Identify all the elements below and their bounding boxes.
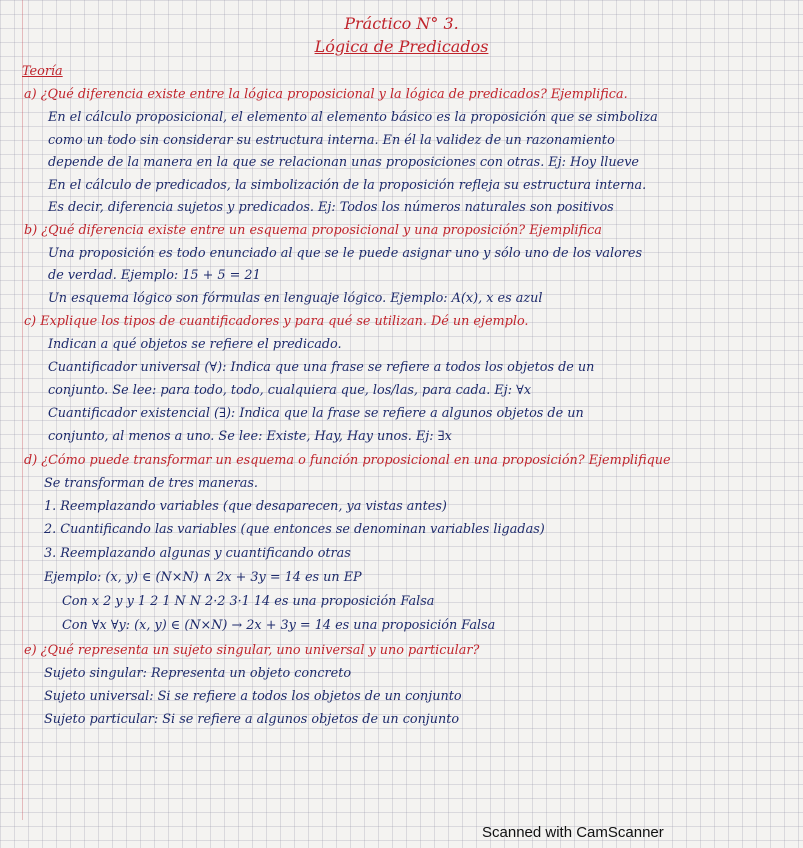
answer-d-line: Con ∀x ∀y: (x, y) ∈ (N×N) → 2x + 3y = 14 es una proposición Falsa <box>62 618 496 633</box>
answer-d-line: 3. Reemplazando algunas y cuantificando otras <box>44 546 351 561</box>
answer-b-line: Un esquema lógico son fórmulas en lenguaje lógico. Ejemplo: A(x), x es azul <box>48 291 543 306</box>
question-d: d) ¿Cómo puede transformar un esquema o función proposicional en una proposición? Ejemplifique <box>24 453 671 468</box>
answer-b-line: de verdad. Ejemplo: 15 + 5 = 21 <box>48 268 261 283</box>
answer-a-line: En el cálculo proposicional, el elemento al elemento básico es la proposición que se simboliza <box>48 110 658 125</box>
question-a: a) ¿Qué diferencia existe entre la lógica proposicional y la lógica de predicados? Ejemplifica. <box>24 87 628 102</box>
answer-e-line: Sujeto universal: Si se refiere a todos los objetos de un conjunto <box>44 689 462 704</box>
scanner-watermark: Scanned with CamScanner <box>482 824 664 841</box>
answer-c-line: conjunto. Se lee: para todo, todo, cualquiera que, los/las, para cada. Ej: ∀x <box>48 383 532 398</box>
answer-c-line: conjunto, al menos a uno. Se lee: Existe, Hay, Hay unos. Ej: ∃x <box>48 429 452 444</box>
answer-d-line: Se transforman de tres maneras. <box>44 476 258 491</box>
question-b: b) ¿Qué diferencia existe entre un esquema proposicional y una proposición? Ejemplifica <box>24 223 602 238</box>
page-title: Práctico N° 3. <box>344 14 459 33</box>
answer-a-line: Es decir, diferencia sujetos y predicados. Ej: Todos los números naturales son positivos <box>48 200 614 215</box>
question-e: e) ¿Qué representa un sujeto singular, uno universal y uno particular? <box>24 643 480 658</box>
answer-a-line: depende de la manera en la que se relacionan unas proposiciones con otras. Ej: Hoy llueve <box>48 155 639 170</box>
answer-d-line: 1. Reemplazando variables (que desaparecen, ya vistas antes) <box>44 499 447 514</box>
section-heading: Teoría <box>22 64 63 79</box>
answer-c-line: Cuantificador existencial (∃): Indica que la frase se refiere a algunos objetos de un <box>48 406 584 421</box>
answer-d-line: Con x 2 y y 1 2 1 N N 2·2 3·1 14 es una proposición Falsa <box>62 594 435 609</box>
question-c: c) Explique los tipos de cuantificadores y para qué se utilizan. Dé un ejemplo. <box>24 314 529 329</box>
answer-c-line: Cuantificador universal (∀): Indica que una frase se refiere a todos los objetos de un <box>48 360 595 375</box>
answer-e-line: Sujeto particular: Si se refiere a algunos objetos de un conjunto <box>44 712 460 727</box>
page-subtitle: Lógica de Predicados <box>314 37 489 56</box>
margin-line <box>22 0 23 820</box>
answer-c-line: Indican a qué objetos se refiere el predicado. <box>48 337 342 352</box>
answer-a-line: En el cálculo de predicados, la simbolización de la proposición refleja su estructura interna. <box>48 178 647 193</box>
answer-e-line: Sujeto singular: Representa un objeto concreto <box>44 666 352 681</box>
answer-d-line: 2. Cuantificando las variables (que entonces se denominan variables ligadas) <box>44 522 545 537</box>
answer-d-line: Ejemplo: (x, y) ∈ (N×N) ∧ 2x + 3y = 14 es un EP <box>44 570 362 585</box>
answer-b-line: Una proposición es todo enunciado al que se le puede asignar uno y sólo uno de los valores <box>48 246 643 261</box>
answer-a-line: como un todo sin considerar su estructura interna. En él la validez de un razonamiento <box>48 133 615 148</box>
